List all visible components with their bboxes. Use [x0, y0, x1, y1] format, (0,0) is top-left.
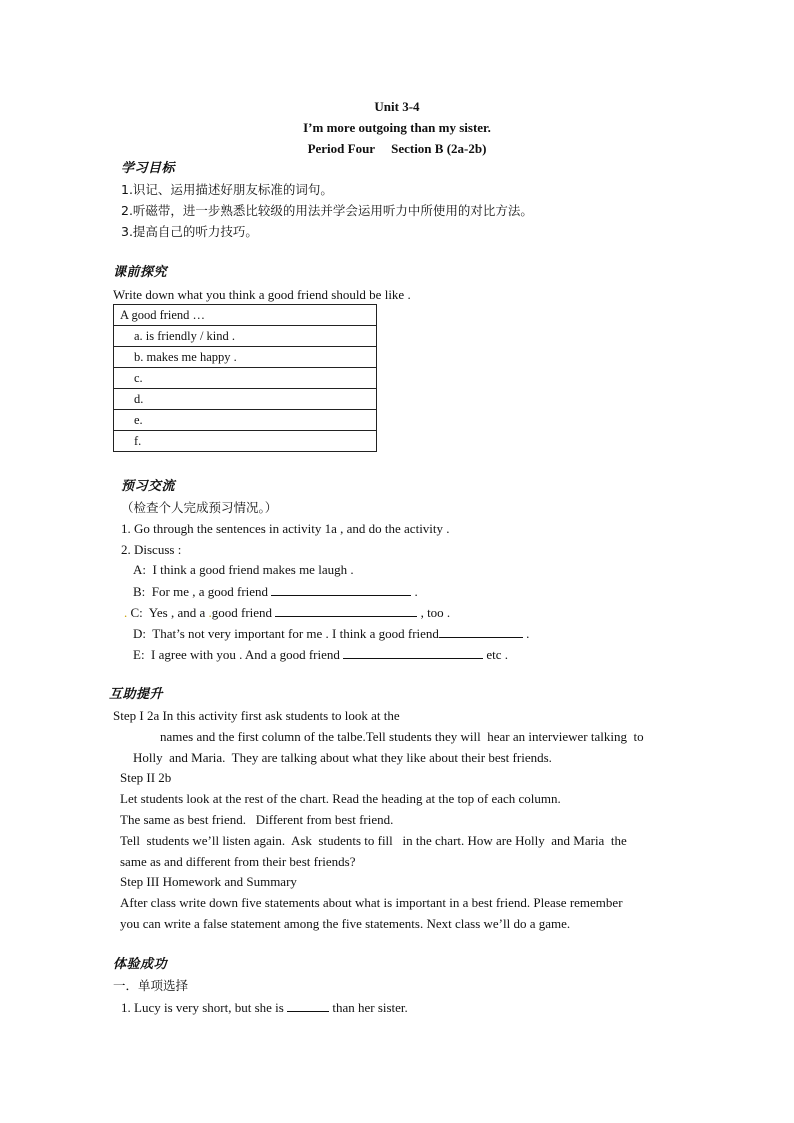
- table-row: [114, 347, 377, 368]
- discuss-d-end: .: [522, 626, 530, 641]
- step-line: Holly and Maria. They are talking about what they like about their best friends.: [133, 750, 552, 765]
- step-line: The same as best friend. Different from best friend.: [120, 812, 394, 827]
- question-1-end: than her sister.: [329, 1000, 408, 1015]
- discuss-e-text: E: I agree with you . And a good friend: [133, 647, 344, 662]
- discuss-b-end: .: [411, 584, 418, 599]
- exchange-heading: 预习交流: [121, 479, 176, 494]
- discuss-c-mid: good friend: [211, 605, 276, 620]
- table-cell: a. is friendly / kind .: [114, 326, 377, 347]
- discuss-d-text: D: That’s not very important for me . I think a good friend: [133, 626, 439, 641]
- mark-dot: .: [124, 605, 131, 620]
- step-line: you can write a false statement among the five statements. Next class we’ll do a game.: [120, 916, 571, 931]
- table-cell: e.: [114, 410, 377, 431]
- answer-blank[interactable]: [343, 646, 483, 659]
- exchange-item-1: 1. Go through the sentences in activity 1a , and do the activity .: [121, 521, 450, 536]
- objective-3: 3.提高自己的听力技巧。: [121, 224, 258, 239]
- answer-blank[interactable]: [271, 583, 411, 596]
- discuss-c-text: C: Yes , and a: [130, 605, 209, 620]
- step-line: same as and different from their best friends?: [120, 854, 356, 869]
- table-cell: c.: [114, 368, 377, 389]
- table-header-cell: A good friend …: [114, 305, 377, 326]
- step-line: Tell students we’ll listen again. Ask students to fill in the chart. How are Holly and Maria the: [120, 833, 627, 848]
- discuss-a: A: I think a good friend makes me laugh .: [133, 562, 354, 577]
- step-line: names and the first column of the talbe.Tell students they will hear an interviewer talking to: [160, 729, 644, 744]
- step-line: Let students look at the rest of the chart. Read the heading at the top of each column.: [120, 791, 561, 806]
- table-cell: d.: [114, 389, 377, 410]
- answer-blank[interactable]: [275, 604, 417, 617]
- table-row: [114, 305, 377, 326]
- question-1-text: 1. Lucy is very short, but she is: [121, 1000, 288, 1015]
- answer-blank[interactable]: [287, 999, 329, 1012]
- objective-1: 1.识记、运用描述好朋友标准的词句。: [121, 182, 333, 197]
- table-row: [114, 368, 377, 389]
- step-line: Step I 2a In this activity first ask students to look at the: [113, 708, 400, 723]
- exchange-note: （检查个人完成预习情况。）: [121, 500, 278, 515]
- discuss-b: [133, 583, 418, 600]
- table-row: [114, 410, 377, 431]
- table-row: [114, 431, 377, 452]
- table-cell: f.: [114, 431, 377, 452]
- lesson-title: I’m more outgoing than my sister.: [303, 120, 491, 135]
- step-line: Step II 2b: [120, 770, 172, 785]
- discuss-c: [124, 604, 450, 621]
- objectives-heading: 学习目标: [121, 161, 176, 176]
- step-line: Step III Homework and Summary: [120, 874, 297, 889]
- discuss-e: [133, 646, 508, 663]
- objective-2: 2.听磁带，进一步熟悉比较级的用法并学会运用听力中所使用的对比方法。: [121, 203, 533, 218]
- discuss-e-end: etc .: [483, 647, 509, 662]
- preview-instruction: Write down what you think a good friend should be like .: [113, 287, 411, 302]
- answer-blank[interactable]: [439, 625, 523, 638]
- mark-dot: .: [208, 605, 212, 620]
- unit-title: Unit 3-4: [374, 99, 420, 114]
- table-row: [114, 326, 377, 347]
- question-1: [121, 999, 408, 1016]
- step-line: After class write down five statements about what is important in a best friend. Please remember: [120, 895, 623, 910]
- preview-heading: 课前探究: [113, 265, 168, 280]
- discuss-c-end: , too .: [417, 605, 451, 620]
- success-heading: 体验成功: [113, 957, 168, 972]
- mutual-heading: 互助提升: [109, 687, 164, 702]
- table-row: [114, 389, 377, 410]
- discuss-d: [133, 625, 529, 642]
- table-cell: b. makes me happy .: [114, 347, 377, 368]
- exchange-item-2: 2. Discuss :: [121, 542, 182, 557]
- section-title: 一．单项选择: [113, 978, 189, 993]
- discuss-b-text: B: For me , a good friend: [133, 584, 272, 599]
- good-friend-table: [113, 304, 377, 452]
- period-line: Period Four Section B (2a-2b): [307, 141, 487, 156]
